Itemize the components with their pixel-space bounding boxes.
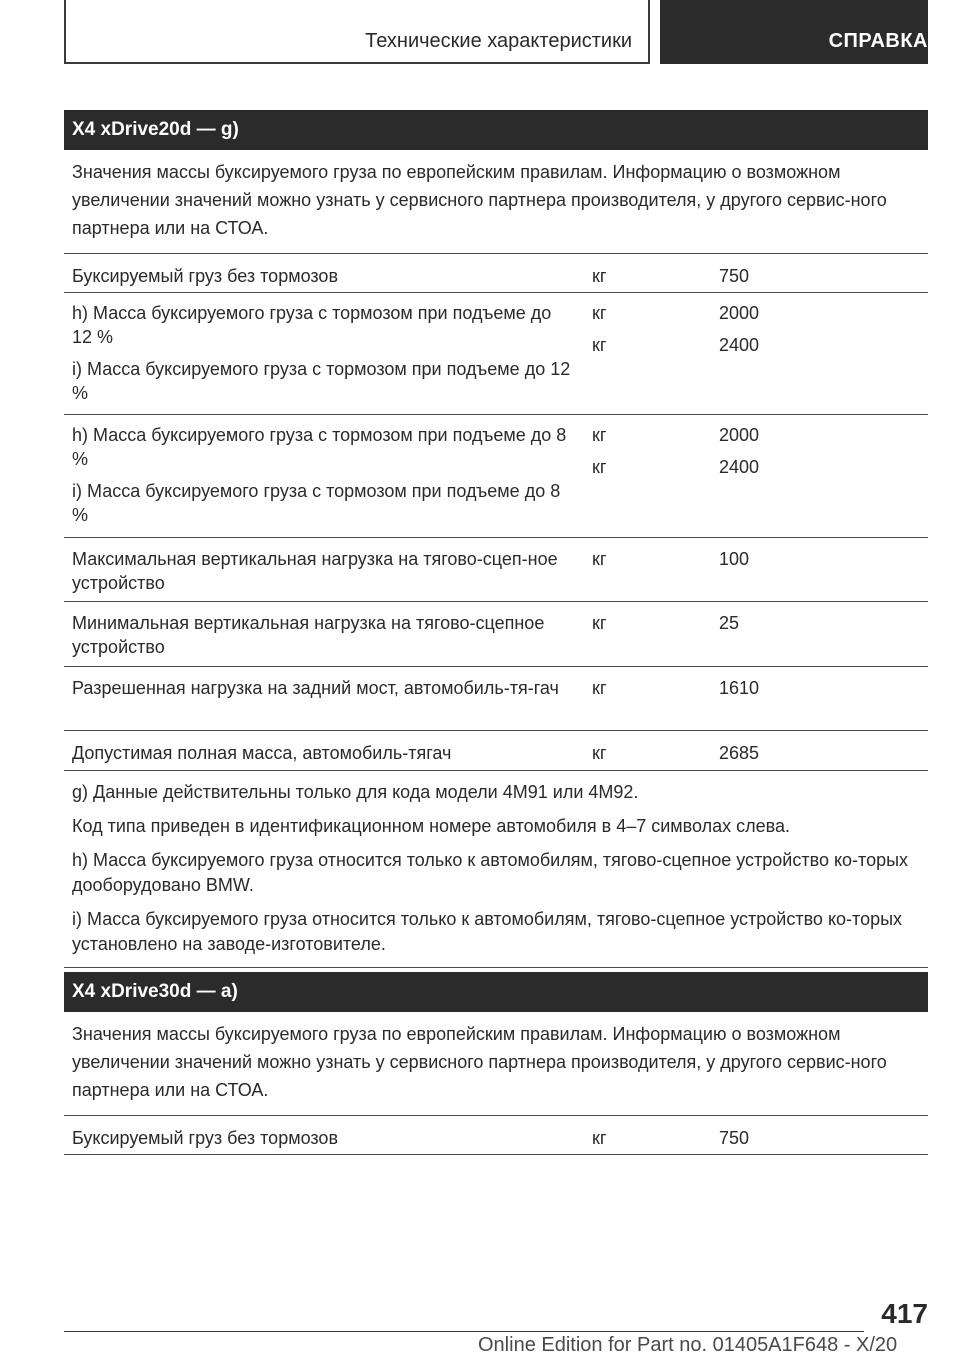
row-unit: кг [592, 335, 607, 355]
row-unit: кг [592, 1128, 607, 1148]
table-row [64, 538, 928, 602]
row-unit: кг [592, 678, 607, 698]
table-row [64, 293, 928, 415]
row-value: 2400 [719, 457, 760, 477]
row-value: 2000 [719, 303, 760, 323]
row-description: i) Масса буксируемого груза с тормозом при подъеме до 8 % [72, 481, 561, 525]
row-description: Буксируемый груз без тормозов [72, 266, 339, 286]
block-intro: Значения массы буксируемого груза по европейским правилам. Информацию о возможном увеличении значений можно узнать у сервисного партнера производителя, у другого сервис-ного партнера или на СТОА. [64, 1012, 928, 1116]
spec-table [64, 254, 928, 771]
row-value: 2685 [719, 743, 760, 763]
row-unit: кг [592, 425, 607, 445]
block-title: X4 xDrive20d — g) [64, 110, 928, 150]
table-row [64, 602, 928, 667]
row-description: Максимальная вертикальная нагрузка на тягово-сцеп-ное устройство [72, 549, 558, 593]
row-value: 25 [719, 613, 740, 633]
edition-note: Online Edition for Part no. 01405A1F648 - X/20 [478, 1334, 898, 1356]
row-unit: кг [592, 266, 607, 286]
row-unit: кг [592, 743, 607, 763]
row-value: 750 [719, 266, 750, 286]
footnote: i) Масса буксируемого груза относится только к автомобилям, тягово-сцепное устройство ко-торых установлено на заводе-изготовителе. [72, 909, 903, 954]
block-intro: Значения массы буксируемого груза по европейским правилам. Информацию о возможном увеличении значений можно узнать у сервисного партнера производителя, у другого сервис-ного партнера или на СТОА. [64, 150, 928, 254]
row-unit: кг [592, 303, 607, 323]
row-value: 2400 [719, 335, 760, 355]
chapter-tab-label: СПРАВКА [828, 30, 928, 52]
section-title: Технические характеристики [365, 30, 632, 52]
row-value: 1610 [719, 678, 760, 698]
table-row [64, 1116, 928, 1155]
row-unit: кг [592, 549, 607, 569]
row-unit: кг [592, 613, 607, 633]
row-value: 2000 [719, 425, 760, 445]
row-description: h) Масса буксируемого груза с тормозом при подъеме до 12 % [72, 303, 552, 347]
row-value: 750 [719, 1128, 750, 1148]
row-description: Разрешенная нагрузка на задний мост, автомобиль-тя-гач [72, 678, 559, 698]
row-description: i) Масса буксируемого груза с тормозом при подъеме до 12 % [72, 359, 571, 403]
row-description: Буксируемый груз без тормозов [72, 1128, 339, 1148]
table-row [64, 415, 928, 538]
footnote: Код типа приведен в идентификационном номере автомобиля в 4–7 символах слева. [72, 816, 791, 836]
spec-block-xdrive20d [64, 110, 928, 968]
table-row [64, 667, 928, 731]
footnote: g) Данные действительны только для кода модели 4M91 или 4M92. [72, 782, 639, 802]
row-value: 100 [719, 549, 750, 569]
table-row [64, 254, 928, 293]
table-row [64, 731, 928, 771]
row-description: h) Масса буксируемого груза с тормозом при подъеме до 8 % [72, 425, 567, 469]
footnote: h) Масса буксируемого груза относится только к автомобилям, тягово-сцепное устройство ко-торых дооборудовано BMW. [72, 850, 909, 895]
row-description: Допустимая полная масса, автомобиль-тягач [72, 743, 452, 763]
footer-divider [64, 1331, 864, 1332]
block-title: X4 xDrive30d — a) [64, 972, 928, 1012]
chapter-tab[interactable] [660, 0, 928, 64]
spec-table [64, 1116, 928, 1155]
row-description: Минимальная вертикальная нагрузка на тягово-сцепное устройство [72, 613, 545, 657]
page-header [64, 0, 928, 64]
row-unit: кг [592, 457, 607, 477]
section-header [64, 0, 650, 64]
spec-block-xdrive30d [64, 972, 928, 1155]
page-number: 417 [881, 1298, 928, 1329]
footnotes [64, 771, 928, 968]
